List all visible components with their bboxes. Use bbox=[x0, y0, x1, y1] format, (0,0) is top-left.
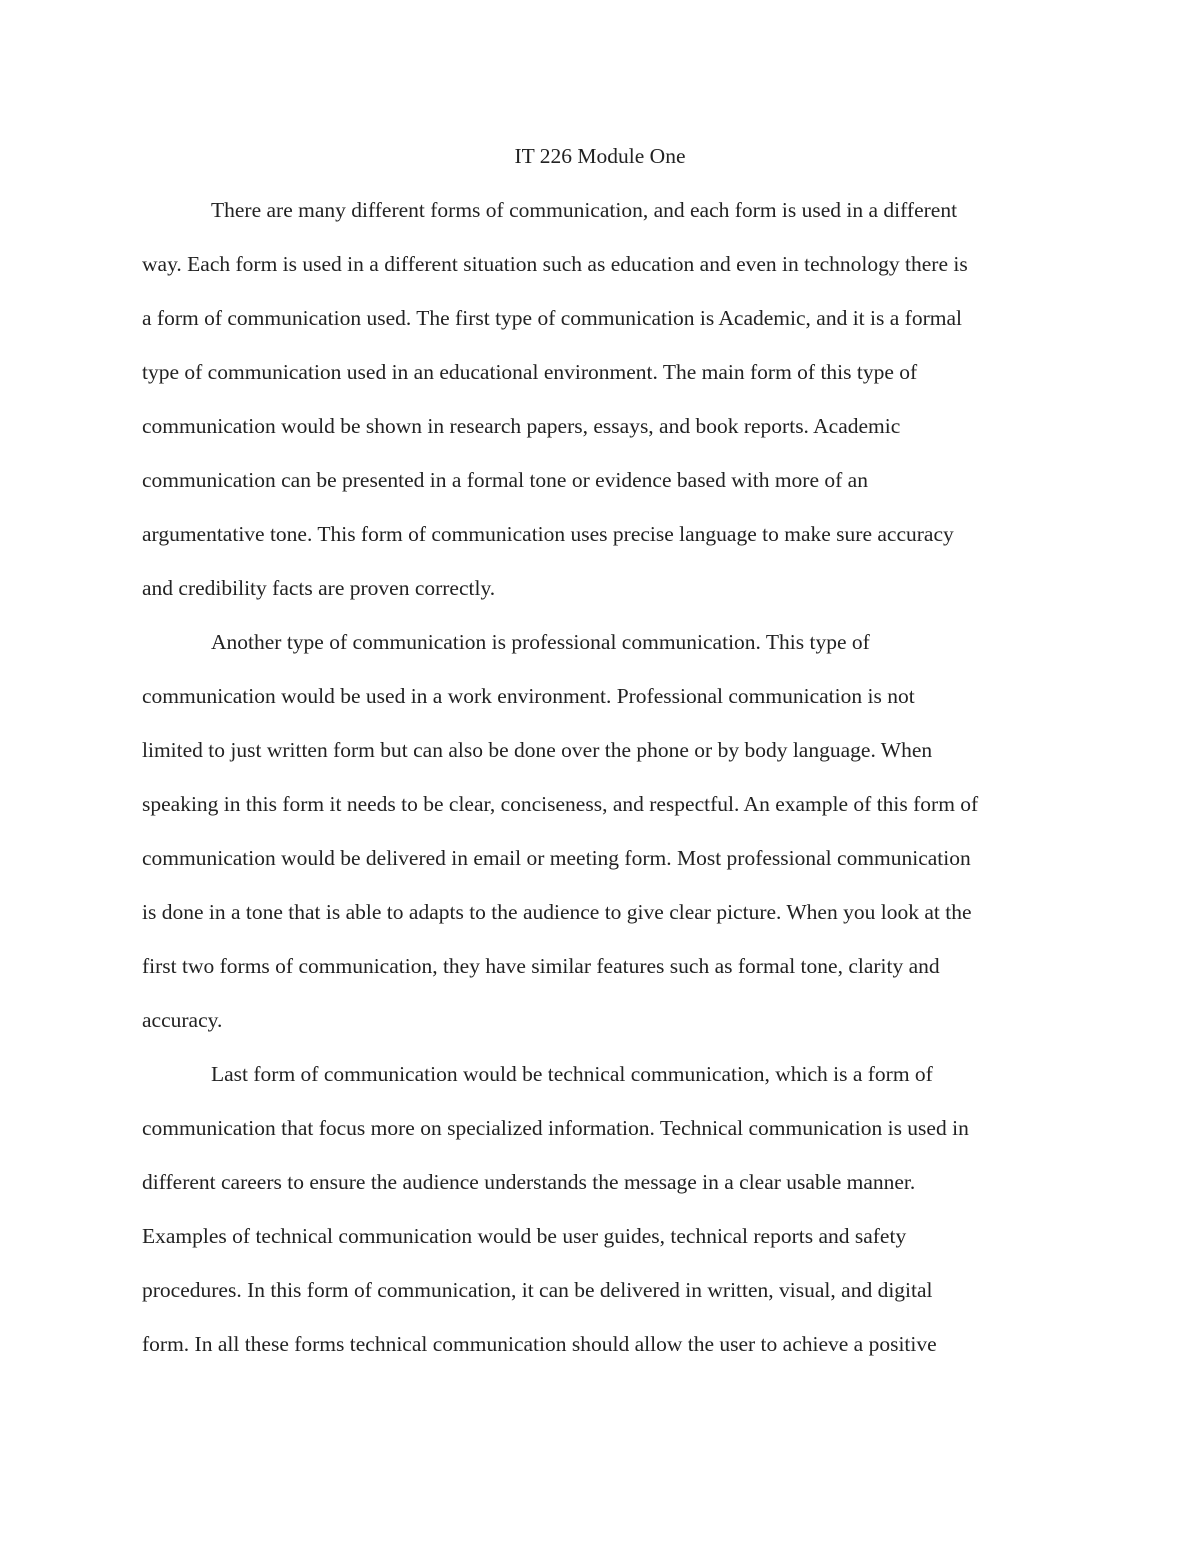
paragraph-3-line-4: Examples of technical communication would be user guides, technical reports and safety bbox=[142, 1224, 907, 1248]
paragraph-2-line-3: limited to just written form but can also be done over the phone or by body language. When bbox=[142, 738, 933, 762]
paragraph-2-line-7: first two forms of communication, they have similar features such as formal tone, clarity and bbox=[142, 954, 940, 978]
paragraph-1-line-4: type of communication used in an educational environment. The main form of this type of bbox=[142, 360, 918, 384]
paragraph-2-line-1: Another type of communication is professional communication. This type of bbox=[211, 630, 870, 654]
document-title: IT 226 Module One bbox=[514, 144, 686, 168]
paragraph-1-line-2: way. Each form is used in a different situation such as education and even in technology there is bbox=[142, 252, 968, 276]
paragraph-1-line-3: a form of communication used. The first type of communication is Academic, and it is a formal bbox=[142, 306, 962, 330]
paragraph-2-line-6: is done in a tone that is able to adapts to the audience to give clear picture. When you look at the bbox=[142, 900, 972, 924]
paragraph-3-line-3: different careers to ensure the audience understands the message in a clear usable manner. bbox=[142, 1170, 916, 1194]
paragraph-1-line-6: communication can be presented in a formal tone or evidence based with more of an bbox=[142, 468, 868, 492]
paragraph-1-line-7: argumentative tone. This form of communication uses precise language to make sure accuracy bbox=[142, 522, 954, 546]
paragraph-1-line-1: There are many different forms of communication, and each form is used in a different bbox=[211, 198, 958, 222]
paragraph-2-line-8: accuracy. bbox=[142, 1008, 223, 1032]
paragraph-3-line-2: communication that focus more on specialized information. Technical communication is used in bbox=[142, 1116, 969, 1140]
paragraph-2-line-5: communication would be delivered in email or meeting form. Most professional communication bbox=[142, 846, 971, 870]
paragraph-2-line-4: speaking in this form it needs to be clear, conciseness, and respectful. An example of this form of bbox=[142, 792, 979, 816]
paragraph-3-line-1: Last form of communication would be technical communication, which is a form of bbox=[211, 1062, 933, 1086]
paragraph-1-line-5: communication would be shown in research papers, essays, and book reports. Academic bbox=[142, 414, 901, 438]
paragraph-1-line-8: and credibility facts are proven correctly. bbox=[142, 576, 496, 600]
paragraph-2-line-2: communication would be used in a work environment. Professional communication is not bbox=[142, 684, 915, 708]
paragraph-3-line-6: form. In all these forms technical communication should allow the user to achieve a positive bbox=[142, 1332, 937, 1356]
paragraph-3-line-5: procedures. In this form of communication, it can be delivered in written, visual, and digital bbox=[142, 1278, 933, 1302]
